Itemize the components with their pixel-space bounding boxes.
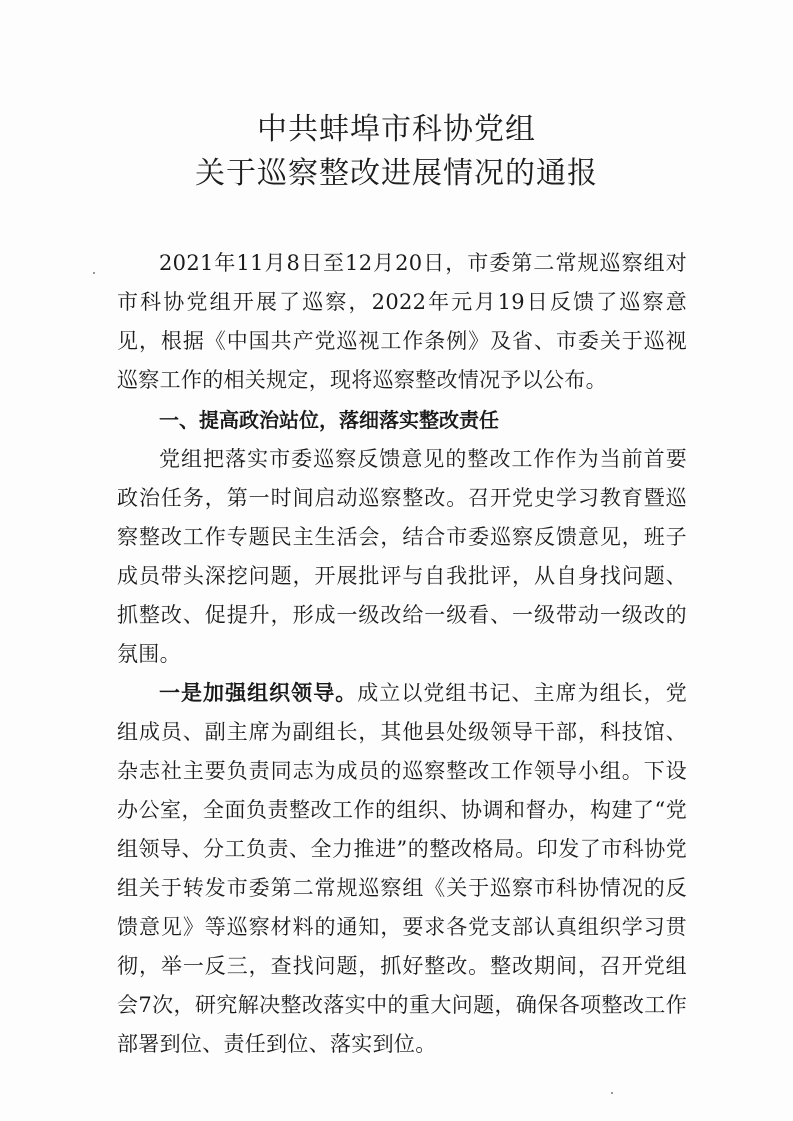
point-1-lead: 一是加强组织领导。: [159, 681, 358, 705]
document-title: [0, 108, 793, 196]
point-1-paragraph: [117, 674, 687, 1064]
scan-speck: [611, 1092, 613, 1094]
point-1-text: 成立以党组书记、主席为组长，党组成员、副主席为副组长，其他县处级领导干部，科技馆、杂志社主要负责同志为成员的巡察整改工作领导小组。下设办公室，全面负责整改工作的组织、协调和督办，构建了“党组领导、分工负责、全力推进”的整改格局。印发了市科协党组关于转发市委第二常规巡察组《关于巡察市科协情况的反馈意见》等巡察材料的通知，要求各党支部认真组织学习贯彻，举一反三，查找问题，抓好整改。整改期间，召开党组会7次，研究解决整改落实中的重大问题，确保各项整改工作部署到位、责任到位、落实到位。: [117, 681, 688, 1056]
title-line-1: 中共蚌埠市科协党组: [257, 112, 536, 147]
section-1-heading: 一、提高政治站位，落细落实整改责任: [159, 408, 499, 432]
document-body: [117, 244, 687, 1064]
section-1-paragraph: 党组把落实市委巡察反馈意见的整改工作作为当前首要政治任务，第一时间启动巡察整改。召开党史学习教育暨巡察整改工作专题民主生活会，结合市委巡察反馈意见，班子成员带头深挖问题，开展批评与自我批评，从自身找问题、抓整改、促提升，形成一级改给一级看、一级带动一级改的氛围。: [117, 447, 687, 666]
title-line-2: 关于巡察整改进展情况的通报: [195, 156, 598, 191]
scan-speck: [93, 272, 95, 274]
intro-paragraph: 2021年11月8日至12月20日，市委第二常规巡察组对市科协党组开展了巡察，2022年元月19日反馈了巡察意见，根据《中国共产党巡视工作条例》及省、市委关于巡视巡察工作的相关规定，现将巡察整改情况予以公布。: [117, 251, 687, 392]
